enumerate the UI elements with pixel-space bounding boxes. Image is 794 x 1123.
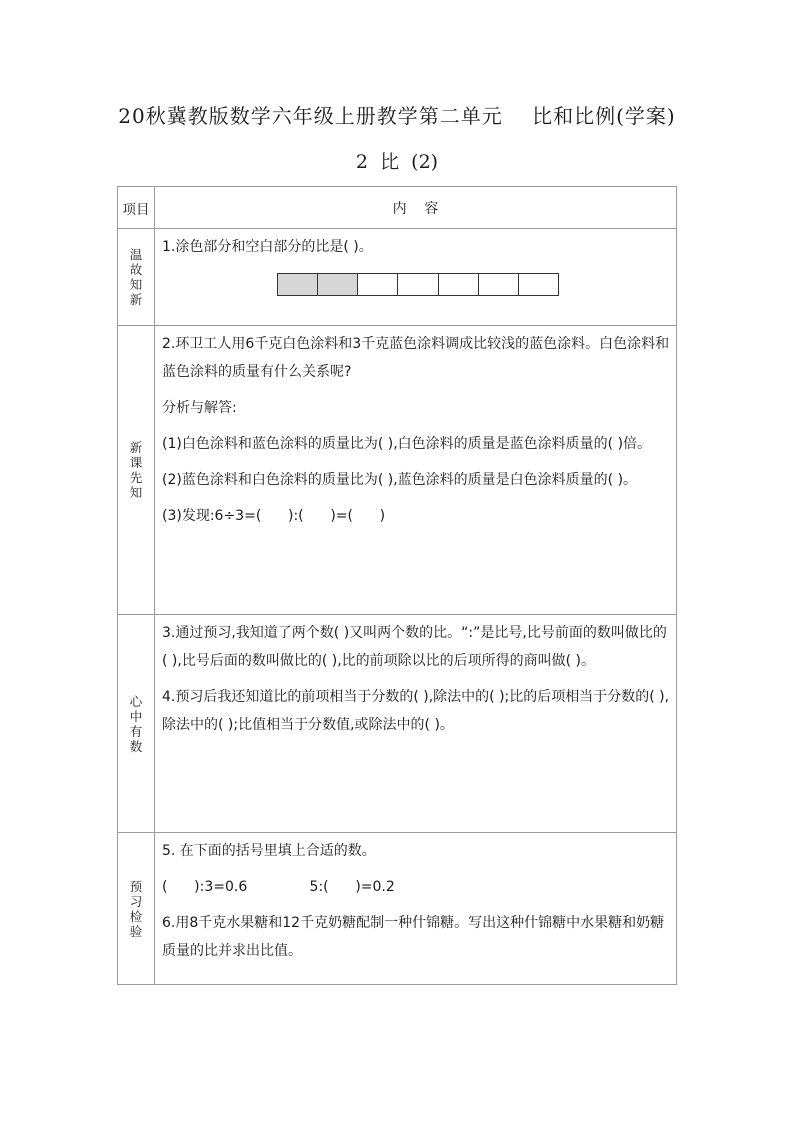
question-2-part-1: (1)白色涂料和蓝色涂料的质量比为( ),白色涂料的质量是蓝色涂料质量的( )倍。 [162,436,652,452]
section-row-understanding [118,615,677,833]
question-6: 6.用8千克水果糖和12千克奶糖配制一种什锦糖。写出这种什锦糖中水果糖和奶糖质量的比并求出比值。 [162,915,665,959]
section-label-text: 温故知新 [129,247,143,307]
question-2: 2.环卫工人用6千克白色涂料和3千克蓝色涂料调成比较浅的蓝色涂料。白色涂料和蓝色涂料的质量有什么关系呢? [162,336,670,380]
section-label-understanding [118,615,155,833]
section-label-text: 预习检验 [129,878,143,939]
document-title: 20秋冀教版数学六年级上册教学第二单元 比和比例(学案) [118,104,676,128]
question-5-blanks: ( ):3=0.6 5:( )=0.2 [162,879,395,895]
question-5: 5. 在下面的括号里填上合适的数。 [162,843,376,859]
section-label-new-lesson [118,326,155,615]
table-header-row [118,187,677,229]
question-2-part-3: (3)发现:6÷3=( ):( )=( ) [162,508,386,524]
section-content-check [155,833,677,985]
question-1: 1.涂色部分和空白部分的比是( )。 [162,239,373,255]
section-label-check [118,833,155,985]
ratio-strip [277,273,559,296]
lesson-table [117,186,677,985]
blank-cell [358,274,398,295]
column-header-content: 内 容 [155,187,677,229]
question-2-part-2: (2)蓝色涂料和白色涂料的质量比为( ),蓝色涂料的质量是白色涂料质量的( )。 [162,472,638,488]
section-label-text: 新课先知 [129,440,143,500]
question-3: 3.通过预习,我知道了两个数( )又叫两个数的比。“:”是比号,比号前面的数叫做比的( ),比号后面的数叫做比的( ),比的前项除以比的后项所得的商叫做( )。 [162,625,667,669]
analysis-heading: 分析与解答: [162,400,237,416]
document-subtitle: 2 比 (2) [355,151,439,173]
section-row-review [118,229,677,326]
section-row-new-lesson [118,326,677,615]
section-label-review [118,229,155,326]
section-row-check [118,833,677,985]
blank-cell [398,274,438,295]
section-content-understanding [155,615,677,833]
blank-cell [519,274,558,295]
section-content-new-lesson [155,326,677,615]
question-4: 4.预习后我还知道比的前项相当于分数的( ),除法中的( );比的后项相当于分数的( ),除法中的( );比值相当于分数值,或除法中的( )。 [162,689,670,733]
column-header-item: 项目 [118,187,155,229]
blank-cell [439,274,479,295]
section-content-review [155,229,677,326]
blank-cell [479,274,519,295]
shaded-cell [318,274,358,295]
shaded-cell [278,274,318,295]
section-label-text: 心中有数 [129,693,143,754]
